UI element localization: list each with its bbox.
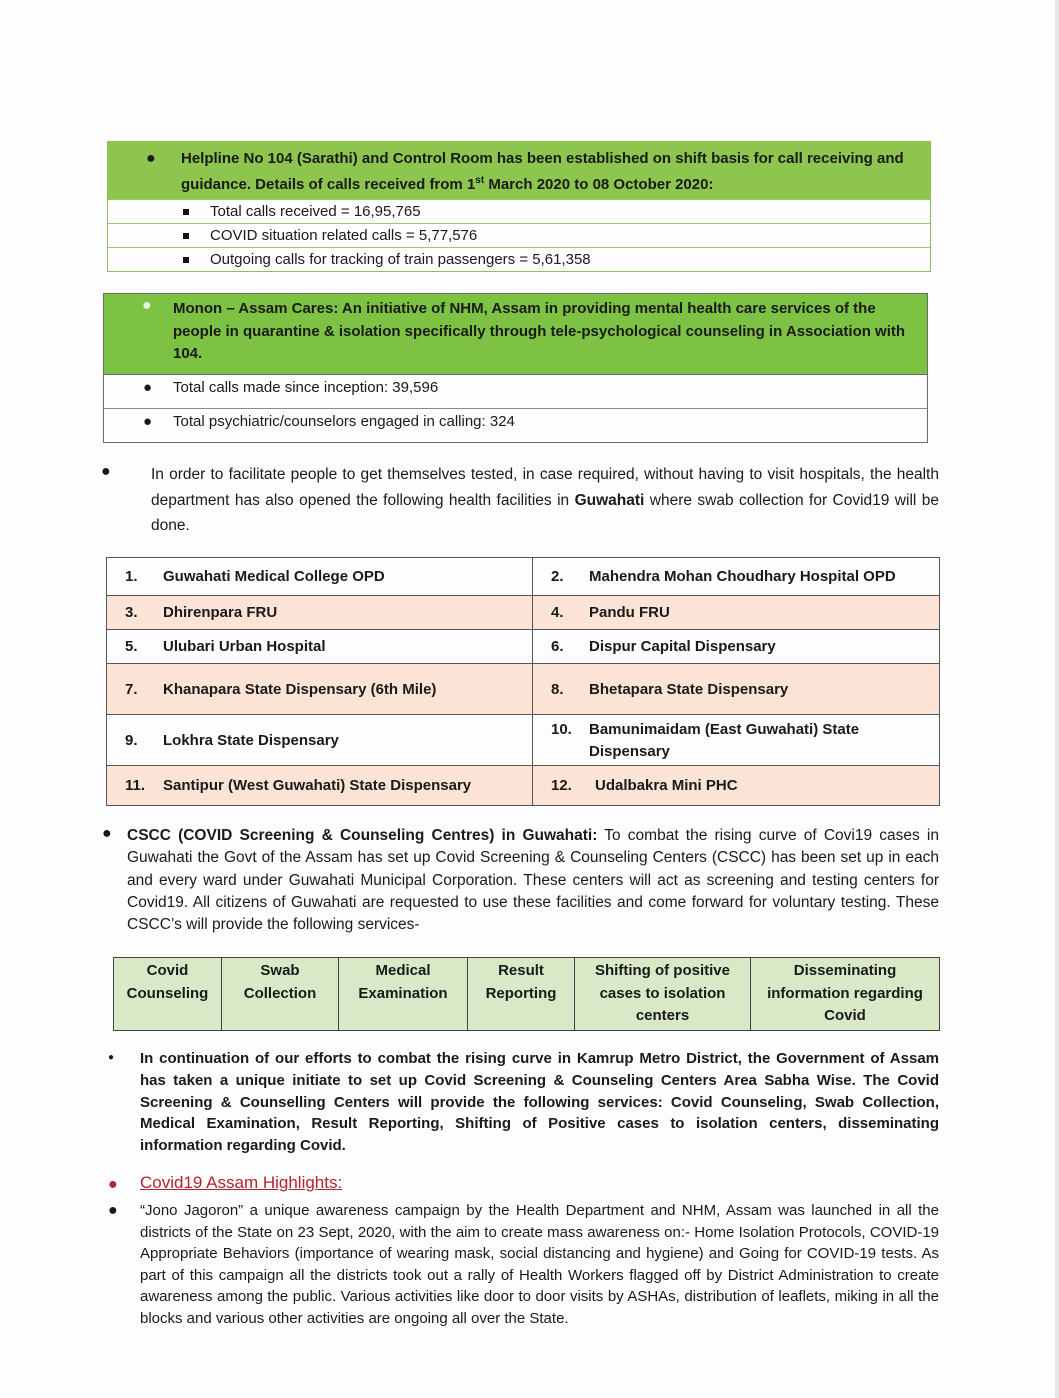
facility-cell: 4. Pandu FRU <box>533 596 940 630</box>
table-row <box>107 766 940 806</box>
square-bullet-icon <box>183 209 189 215</box>
facility-cell: 12. Udalbakra Mini PHC <box>533 766 940 806</box>
page-edge <box>1055 0 1059 1398</box>
highlights-title: Covid19 Assam Highlights: <box>140 1173 343 1192</box>
table-row <box>107 558 940 596</box>
bullet-icon: ● <box>146 150 156 167</box>
table-row <box>107 715 940 766</box>
helpline-heading: ● Helpline No 104 (Sarathi) and Control Room has been established on shift basis for call receiving and guidance. Details of calls received from 1st March 2020 to 08 October 2020: <box>108 142 930 199</box>
square-bullet-icon <box>183 257 189 263</box>
table-row <box>107 630 940 664</box>
facilities-table <box>106 557 940 806</box>
service-cell: Swab Collection <box>222 958 339 1031</box>
service-cell: Result Reporting <box>468 958 575 1031</box>
bullet-icon: ● <box>108 1052 115 1063</box>
monon-item: ● Total calls made since inception: 39,596 <box>104 375 927 408</box>
bullet-icon: ● <box>108 1202 118 1219</box>
square-bullet-icon <box>183 233 189 239</box>
monon-item: ● Total psychiatric/counselors engaged in calling: 324 <box>104 408 927 442</box>
bullet-icon: ● <box>143 378 153 396</box>
table-row <box>107 664 940 715</box>
bullet-icon: ● <box>143 412 153 430</box>
helpline-item: Outgoing calls for tracking of train passengers = 5,61,358 <box>108 247 930 271</box>
jono-jagoron-paragraph: “Jono Jagoron” a unique awareness campaign by the Health Department and NHM, Assam was launched in all the districts of the State on 23 Sept, 2020, with the aim to create mass awareness on:- Home Isolation Protocols, COVID-19 Appropriate Behaviors (importance of wearing mask, social distancing and hygiene) and Going for COVID-19 tests. As part of this campaign all the districts took out a rally of Health Workers flagged off by District Administration to create awareness among the public. Various activities like door to door visits by ASHAs, distribution of leaflets, miking in all the blocks and various other activities are ongoing all over the State. <box>140 1202 939 1327</box>
facility-cell: 3. Dhirenpara FRU <box>107 596 533 630</box>
table-row <box>114 958 940 1031</box>
cscc-paragraph: CSCC (COVID Screening & Counseling Centres) in Guwahati: To combat the rising curve of Covi19 cases in Guwahati the Govt of the Assam has set up Covid Screening & Counseling Centers (CSCC) has been set up in each and every ward under Guwahati Municipal Corporation. These centers will act as screening and testing centers for Covid19. All citizens of Guwahati are requested to use these facilities and come forward for voluntary testing. These CSCC’s will provide the following services- <box>127 827 939 934</box>
facility-cell: 10. Bamunimaidam (East Guwahati) State Dispensary <box>533 715 940 766</box>
facility-cell: 8. Bhetapara State Dispensary <box>533 664 940 715</box>
facility-cell: 11. Santipur (West Guwahati) State Dispensary <box>107 766 533 806</box>
monon-box <box>103 293 928 443</box>
service-cell: Disseminating information regarding Covid <box>751 958 940 1031</box>
monon-heading: ● Monon – Assam Cares: An initiative of NHM, Assam in providing mental health care services of the people in quarantine & isolation specifically through tele-psychological counseling in Association with 104. <box>104 294 927 375</box>
service-cell: Medical Examination <box>339 958 468 1031</box>
table-row <box>107 596 940 630</box>
helpline-item: COVID situation related calls = 5,77,576 <box>108 223 930 247</box>
facility-cell: 9. Lokhra State Dispensary <box>107 715 533 766</box>
facility-cell: 1. Guwahati Medical College OPD <box>107 558 533 596</box>
helpline-box <box>107 141 931 272</box>
testing-paragraph: In order to facilitate people to get themselves tested, in case required, without having to visit hospitals, the health department has also opened the following health facilities in Guwahati where swab collection for Covid19 will be done. <box>151 466 939 534</box>
service-cell: Covid Counseling <box>114 958 222 1031</box>
facility-cell: 2. Mahendra Mohan Choudhary Hospital OPD <box>533 558 940 596</box>
bullet-icon: ● <box>108 1176 118 1193</box>
continuation-paragraph: In continuation of our efforts to combat the rising curve in Kamrup Metro District, the Government of Assam has taken a unique initiate to set up Covid Screening & Counseling Centers Area Sabha Wise. The Covid Screening & Counselling Centers will provide the following services: Covid Counseling, Swab Collection, Medical Examination, Result Reporting, Shifting of Positive cases to isolation centers, disseminating information regarding Covid. <box>140 1050 939 1155</box>
service-cell: Shifting of positive cases to isolation centers <box>575 958 751 1031</box>
facility-cell: 5. Ulubari Urban Hospital <box>107 630 533 664</box>
services-table <box>113 957 940 1031</box>
bullet-icon: ● <box>102 825 112 842</box>
facility-cell: 7. Khanapara State Dispensary (6th Mile) <box>107 664 533 715</box>
bullet-icon: ● <box>142 297 152 314</box>
helpline-item: Total calls received = 16,95,765 <box>108 199 930 223</box>
facility-cell: 6. Dispur Capital Dispensary <box>533 630 940 664</box>
bullet-icon: ● <box>101 463 111 480</box>
